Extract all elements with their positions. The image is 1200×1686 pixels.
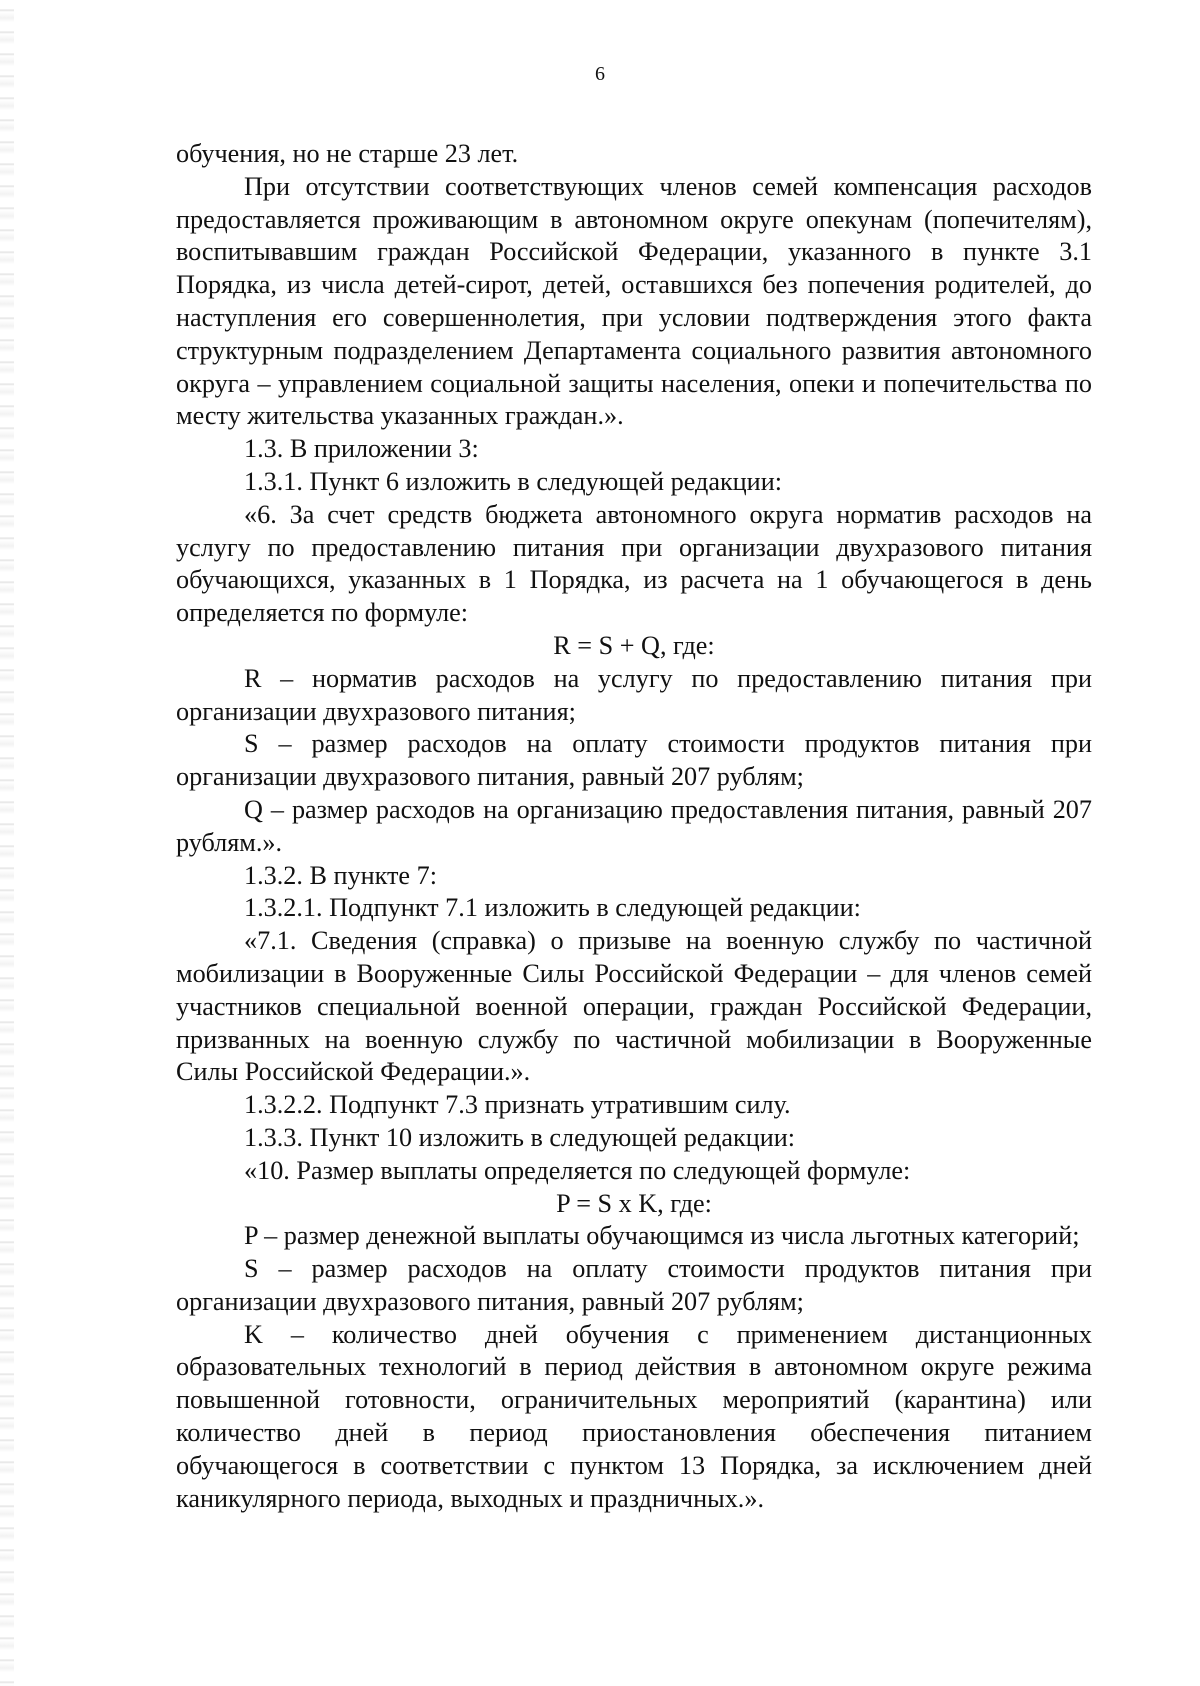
formula-p: P = S x K, где: (556, 1188, 712, 1218)
paragraph-continuation: обучения, но не старше 23 лет. (176, 139, 519, 168)
paragraph-item-6: «6. За счет средств бюджета автономного округа норматив расходов на услугу по предоставлению питания при организации двухразового питания обучающихся, указанных в 1 Порядка, из расчета на 1 обучающегося в день определяется по формуле: (176, 499, 1092, 628)
paragraph-item-10: «10. Размер выплаты определяется по следующей формуле: (244, 1155, 911, 1185)
paragraph-section-1-3-3: 1.3.3. Пункт 10 изложить в следующей редакции: (244, 1122, 796, 1152)
paragraph-section-1-3-2-1: 1.3.2.1. Подпункт 7.1 изложить в следующей редакции: (244, 893, 861, 923)
paragraph-section-1-3-2: 1.3.2. В пункте 7: (244, 860, 437, 890)
paragraph-section-1-3-1: 1.3.1. Пункт 6 изложить в следующей редакции: (244, 466, 782, 496)
definition-s-first: S – размер расходов на оплату стоимости продуктов питания при организации двухразового питания, равный 207 рублям; (176, 729, 1092, 792)
definition-q: Q – размер расходов на организацию предоставления питания, равный 207 рублям.». (176, 794, 1092, 857)
paragraph-section-1-3-2-2: 1.3.2.2. Подпункт 7.3 признать утратившим силу. (244, 1090, 791, 1120)
paragraph-guardian-compensation: При отсутствии соответствующих членов семей компенсация расходов предоставляется проживающим в автономном округе опекунам (попечителям), воспитывавшим граждан Российской Федерации, указанного в пункте 3.1 Порядка, из числа детей-сирот, детей, оставшихся без попечения родителей, до наступления его совершеннолетия, при условии подтверждения этого факта структурным подразделением Департамента социального развития автономного округа – управлением социальной защиты населения, опеки и попечительства по месту жительства указанных граждан.». (176, 171, 1092, 431)
page-number: 6 (595, 63, 605, 85)
definition-s-second: S – размер расходов на оплату стоимости продуктов питания при организации двухразового питания, равный 207 рублям; (176, 1254, 1092, 1316)
paragraph-item-7-1: «7.1. Сведения (справка) о призыве на военную службу по частичной мобилизации в Вооруженные Силы Российской Федерации – для членов семей участников специальной военной операции, граждан Российской Федерации, призванных на военную службу по частичной мобилизации в Вооруженные Силы Российской Федерации.». (176, 926, 1092, 1087)
paragraph-section-1-3: 1.3. В приложении 3: (244, 434, 479, 464)
definition-k: K – количество дней обучения с применением дистанционных образовательных технологий в период действия в автономном округе режима повышенной готовности, ограничительных мероприятий (карантина) или количество дней в период приостановления обеспечения питанием обучающегося в соответствии с пунктом 13 Порядка, за исключением дней каникулярного периода, выходных и праздничных.». (176, 1319, 1092, 1513)
scan-edge (0, 0, 14, 1686)
document-body (176, 138, 1092, 1515)
definition-r: R – норматив расходов на услугу по предоставлению питания при организации двухразового питания; (176, 663, 1092, 726)
formula-r: R = S + Q, где: (553, 630, 715, 660)
definition-p: P – размер денежной выплаты обучающимся из числа льготных категорий; (244, 1221, 1080, 1251)
